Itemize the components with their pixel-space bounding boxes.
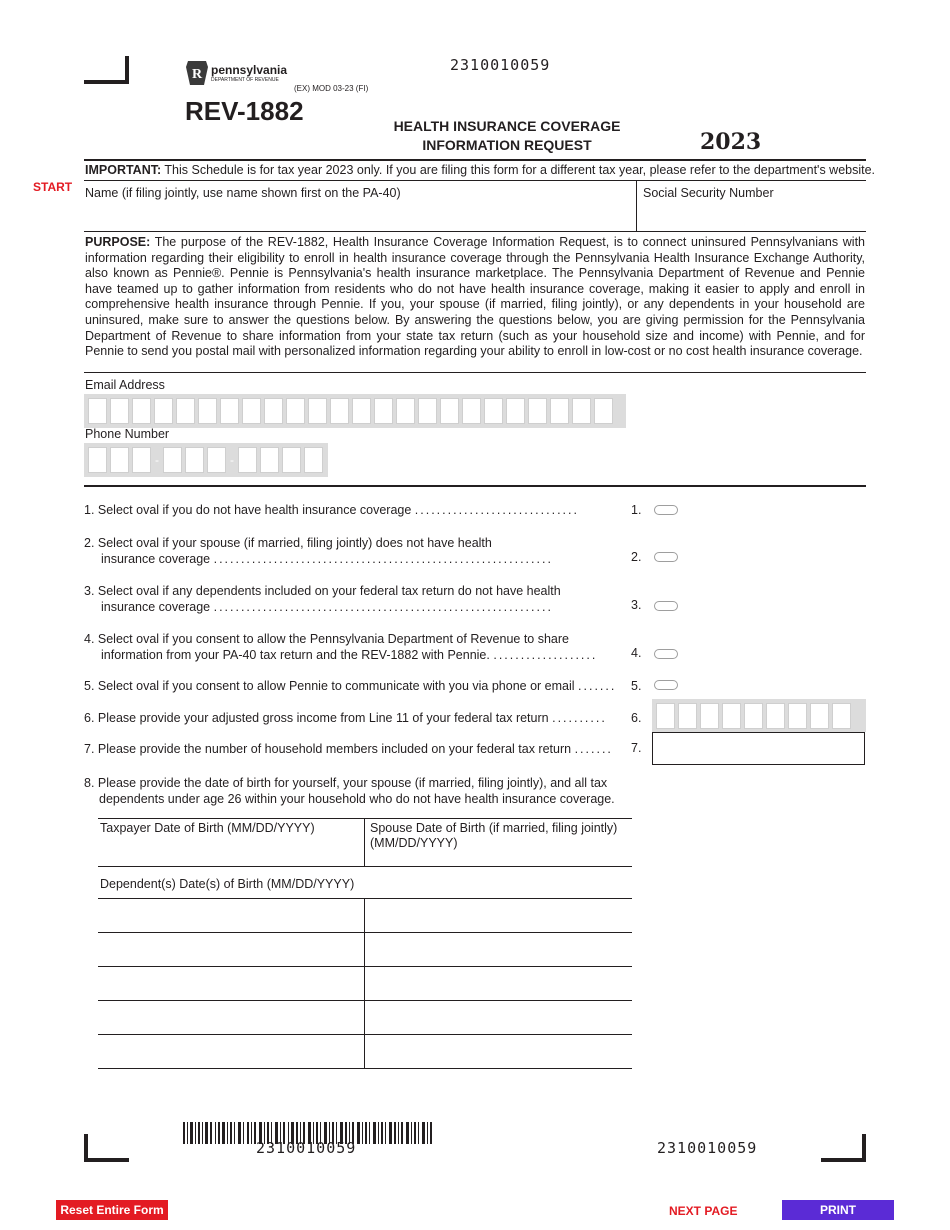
dependent-dob-field[interactable] — [365, 967, 632, 1000]
purpose-paragraph — [85, 235, 865, 360]
dependents-dob-label: Dependent(s) Date(s) of Birth (MM/DD/YYYY) — [100, 877, 355, 891]
print-button[interactable]: PRINT — [782, 1200, 894, 1220]
form-title-line2: INFORMATION REQUEST — [422, 137, 592, 153]
next-page-link[interactable]: NEXT PAGE — [669, 1204, 738, 1218]
dependent-dob-field[interactable] — [365, 899, 632, 932]
question-5: 5. Select oval if you consent to allow Pennie to communicate with you via phone or email ....... — [84, 679, 617, 693]
question-3-number: 3. — [631, 598, 642, 612]
form-year: 2023 — [700, 129, 762, 155]
rule — [84, 159, 866, 161]
question-5-number: 5. — [631, 679, 642, 693]
corner-mark-bottom-right — [821, 1158, 866, 1162]
form-code: REV-1882 — [185, 96, 304, 126]
spouse-dob-label-1: Spouse Date of Birth (if married, filing jointly) — [370, 821, 618, 835]
corner-mark-top-left — [125, 56, 129, 84]
form-mod: (EX) MOD 03-23 (FI) — [294, 84, 369, 93]
dependent-dob-field[interactable] — [98, 899, 364, 932]
spouse-dob-label-2: (MM/DD/YYYY) — [370, 836, 458, 850]
question-6: 6. Please provide your adjusted gross income from Line 11 of your federal tax return .......... — [84, 711, 607, 725]
question-4: 4. Select oval if you consent to allow the Pennsylvania Department of Revenue to share information from your PA-40 tax return and the REV-1882 with Pennie. ................... — [84, 632, 598, 662]
ssn-label: Social Security Number — [643, 186, 774, 200]
dependent-dob-field[interactable] — [365, 933, 632, 966]
email-input[interactable] — [84, 394, 626, 428]
dependent-dob-field[interactable] — [365, 1035, 632, 1068]
agi-input[interactable] — [652, 699, 866, 732]
dependent-dob-field[interactable] — [98, 1001, 364, 1034]
agency-name: pennsylvania — [211, 63, 288, 77]
question-8: 8. Please provide the date of birth for yourself, your spouse (if married, filing jointly), and all tax dependents under age 26 within your household who do not have health insurance coverage. — [84, 776, 615, 806]
corner-mark-top-left — [84, 80, 129, 84]
purpose-text: The purpose of the REV-1882, Health Insurance Coverage Information Request, is to connect uninsured Pennsylvanians with information regarding their eligibility to enroll in health insurance coverage through the Pennsylvania Health Insurance Exchange Authority, also known as Pennie®. Pennie is Pennsylvania's health insurance marketplace. The Pennsylvania Department of Revenue and Pennie have teamed up to gather information from residents who do not have health insurance coverage, making it easier to apply and enroll in comprehensive health insurance through Pennie. If you, your spouse (if married, filing jointly), or any dependents in your household are uninsured, make sure to answer the questions below. By answering the questions below, you are giving permission for the Pennsylvania Department of Revenue to share information from your state tax return (such as your household size and income) with Pennie, and for Pennie to send you postal mail with personalized information regarding your ability to enroll in low-cost or no cost health insurance coverage. — [85, 235, 865, 359]
question-2: 2. Select oval if your spouse (if married, filing jointly) does not have health insurance coverage .............................................................. — [84, 536, 553, 566]
pa-revenue-logo — [186, 61, 208, 90]
agency-subtitle: DEPARTMENT OF REVENUE — [211, 77, 279, 83]
question-2-number: 2. — [631, 550, 642, 564]
dependent-dob-field[interactable] — [98, 967, 364, 1000]
important-notice — [85, 163, 875, 177]
phone-input[interactable]: - - — [84, 443, 328, 477]
question-1-oval[interactable] — [654, 505, 678, 515]
question-7: 7. Please provide the number of household members included on your federal tax return ....... — [84, 742, 613, 756]
important-label: IMPORTANT: — [85, 163, 162, 177]
keystone-icon — [186, 61, 208, 85]
question-1-number: 1. — [631, 503, 642, 517]
household-members-input[interactable] — [652, 732, 865, 765]
dependent-dob-field[interactable] — [98, 1035, 364, 1068]
question-5-oval[interactable] — [654, 680, 678, 690]
form-title-line1: HEALTH INSURANCE COVERAGE — [393, 118, 621, 134]
purpose-label: PURPOSE: — [85, 235, 151, 249]
email-label: Email Address — [85, 378, 165, 392]
question-7-number: 7. — [631, 741, 642, 755]
question-6-number: 6. — [631, 711, 642, 725]
rule — [84, 231, 866, 232]
dependent-dob-field[interactable] — [365, 1001, 632, 1034]
barcode-text: 2310010059 — [256, 1139, 357, 1157]
taxpayer-dob-field[interactable] — [98, 819, 364, 866]
rule — [84, 372, 866, 373]
reset-form-button[interactable]: Reset Entire Form — [56, 1200, 168, 1220]
form-id-bottom: 2310010059 — [657, 1139, 758, 1157]
question-2-oval[interactable] — [654, 552, 678, 562]
start-marker: START — [33, 180, 73, 194]
question-3: 3. Select oval if any dependents included on your federal tax return do not have health insurance coverage .............................................................. — [84, 584, 561, 614]
name-field[interactable] — [84, 181, 636, 231]
question-1: 1. Select oval if you do not have health insurance coverage .............................. — [84, 503, 579, 517]
question-3-oval[interactable] — [654, 601, 678, 611]
dependent-dob-field[interactable] — [98, 933, 364, 966]
phone-label: Phone Number — [85, 427, 170, 441]
corner-mark-bottom-left — [84, 1158, 129, 1162]
spouse-dob-field[interactable] — [365, 819, 632, 866]
important-text: This Schedule is for tax year 2023 only. If you are filing this form for a different tax year, please refer to the department's website. — [161, 163, 876, 177]
ssn-field[interactable] — [637, 181, 866, 231]
rule — [98, 1068, 632, 1069]
question-4-oval[interactable] — [654, 649, 678, 659]
taxpayer-dob-label: Taxpayer Date of Birth (MM/DD/YYYY) — [100, 821, 315, 835]
rule — [98, 866, 632, 867]
question-4-number: 4. — [631, 646, 642, 660]
form-id-top: 2310010059 — [450, 56, 551, 74]
rule — [84, 485, 866, 487]
name-label: Name (if filing jointly, use name shown first on the PA-40) — [85, 186, 401, 200]
svg-text:R: R — [191, 67, 203, 82]
